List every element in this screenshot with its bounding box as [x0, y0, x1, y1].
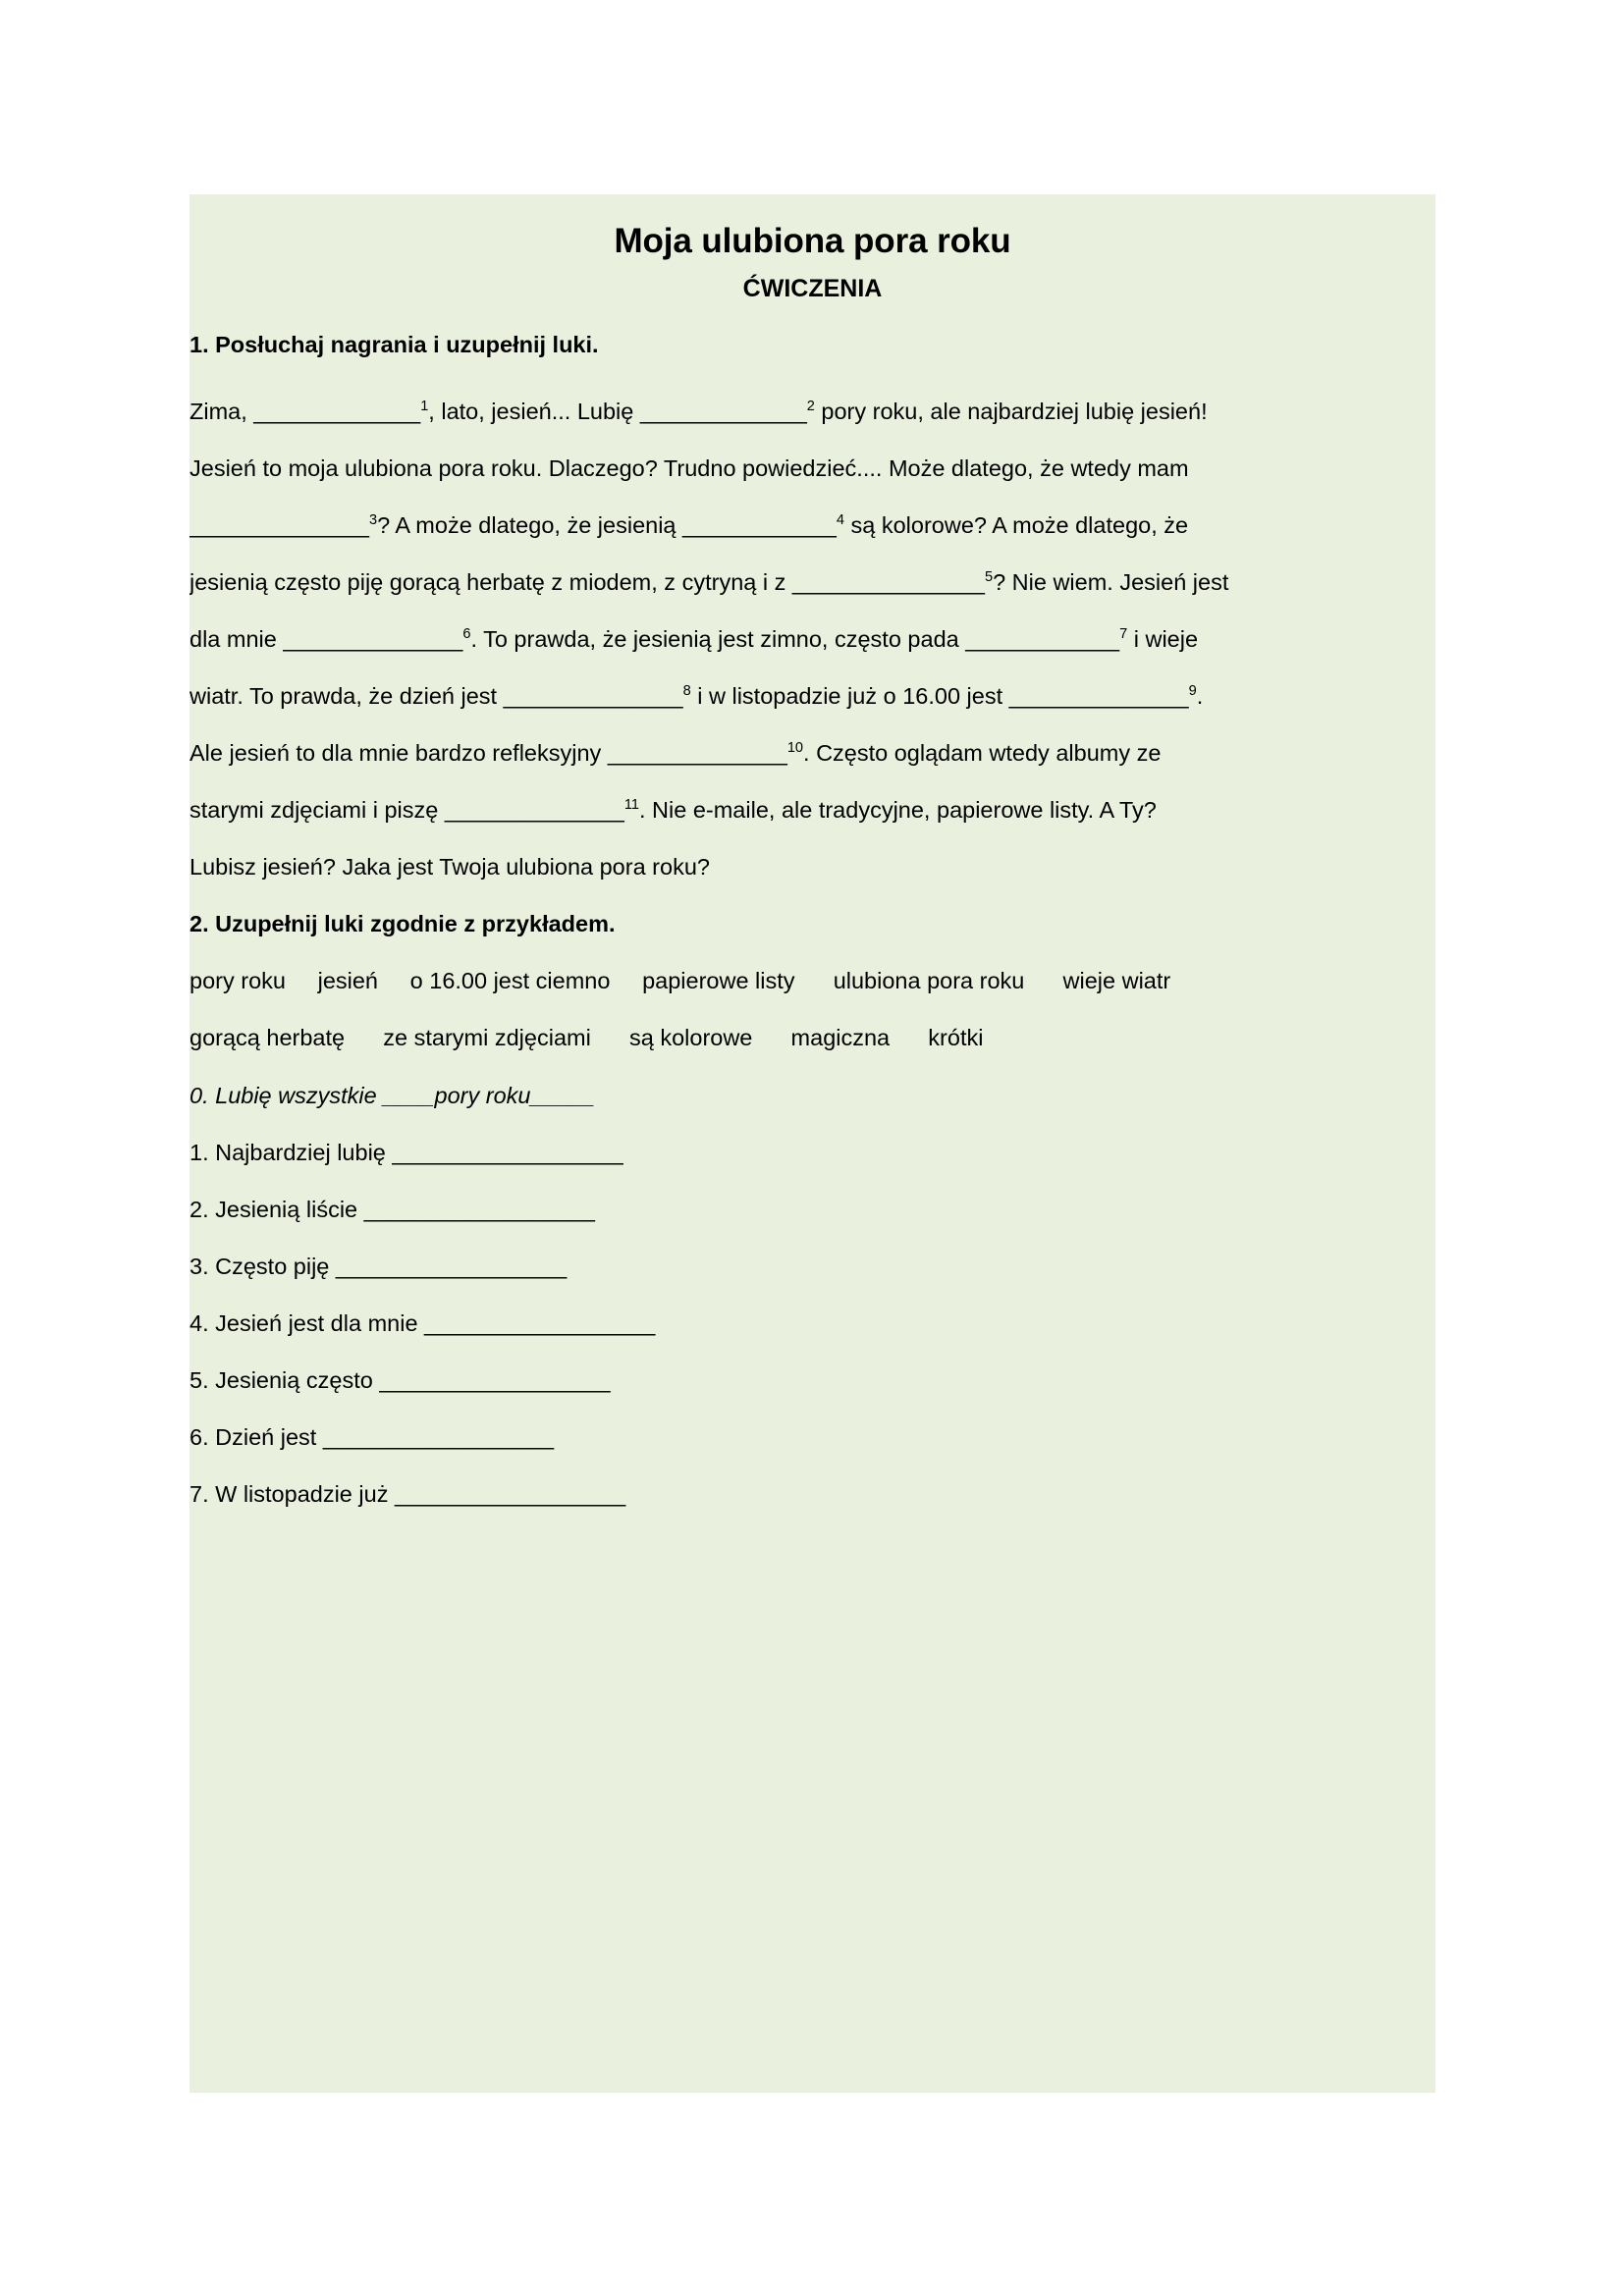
- blank-5[interactable]: _______________: [791, 569, 985, 595]
- answer-item-2[interactable]: 2. Jesienią liście __________________: [189, 1197, 595, 1222]
- cloze-text: Zima,: [189, 399, 254, 424]
- worksheet-panel: [189, 194, 1435, 2093]
- answer-item-3[interactable]: 3. Często piję __________________: [189, 1254, 568, 1279]
- blank-8-number: 8: [682, 683, 691, 700]
- blank-1-number: 1: [420, 399, 429, 415]
- blank-8[interactable]: ______________: [503, 683, 683, 709]
- cloze-text: dla mnie: [189, 626, 284, 652]
- answer-item-5[interactable]: 5. Jesienią często __________________: [189, 1367, 611, 1393]
- cloze-text: .: [1196, 683, 1204, 709]
- blank-9[interactable]: ______________: [1008, 683, 1189, 709]
- blank-4-number: 4: [836, 512, 844, 529]
- blank-3[interactable]: ______________: [189, 512, 369, 538]
- worksheet-content: [189, 194, 1435, 1507]
- cloze-line-4: [189, 569, 1435, 596]
- answer-item-7[interactable]: 7. W listopadzie już __________________: [189, 1481, 626, 1507]
- cloze-text: , lato, jesień... Lubię: [428, 399, 640, 424]
- blank-10[interactable]: ______________: [607, 740, 787, 766]
- cloze-text: Lubisz jesień? Jaka jest Twoja ulubiona pora roku?: [189, 854, 710, 880]
- blank-2-number: 2: [806, 399, 815, 415]
- cloze-text: starymi zdjęciami i piszę: [189, 797, 445, 823]
- cloze-line-3: [189, 512, 1435, 539]
- cloze-line-6: [189, 683, 1435, 710]
- cloze-text: Ale jesień to dla mnie bardzo refleksyjny: [189, 740, 608, 766]
- cloze-text: i w listopadzie już o 16.00 jest: [690, 683, 1009, 709]
- cloze-text: wiatr. To prawda, że dzień jest: [189, 683, 504, 709]
- cloze-text: i wieje: [1127, 626, 1199, 652]
- blank-2[interactable]: _____________: [639, 399, 807, 424]
- cloze-line-5: [189, 626, 1435, 653]
- cloze-line-7: [189, 740, 1435, 767]
- cloze-text: ? A może dlatego, że jesienią: [377, 512, 683, 538]
- answer-item-4[interactable]: 4. Jesień jest dla mnie __________________: [189, 1310, 656, 1336]
- blank-11-number: 11: [623, 797, 639, 814]
- cloze-line-1: [189, 399, 1435, 425]
- blank-10-number: 10: [786, 740, 804, 757]
- blank-7[interactable]: ____________: [965, 626, 1120, 652]
- word-bank-row-1: pory roku jesień o 16.00 jest ciemno papierowe listy ulubiona pora roku wieje wiatr: [189, 968, 1171, 993]
- blank-4[interactable]: ____________: [682, 512, 837, 538]
- blank-6-number: 6: [462, 626, 471, 643]
- cloze-text: pory roku, ale najbardziej lubię jesień!: [814, 399, 1208, 424]
- cloze-text: są kolorowe? A może dlatego, że: [843, 512, 1189, 538]
- cloze-text: . Często oglądam wtedy albumy ze: [803, 740, 1162, 766]
- page-title: Moja ulubiona pora roku: [614, 222, 1011, 260]
- cloze-line-9: [189, 854, 1435, 881]
- blank-5-number: 5: [984, 569, 994, 586]
- blank-7-number: 7: [1119, 626, 1128, 643]
- example-item-0: 0. Lubię wszystkie ____pory roku_____: [189, 1083, 595, 1108]
- blank-1[interactable]: _____________: [253, 399, 421, 424]
- page-subtitle: ĆWICZENIA: [742, 275, 883, 302]
- cloze-text: Jesień to moja ulubiona pora roku. Dlaczego? Trudno powiedzieć.... Może dlatego, że wtedy mam: [189, 455, 1189, 481]
- blank-11[interactable]: ______________: [444, 797, 624, 823]
- cloze-text: jesienią często piję gorącą herbatę z miodem, z cytryną i z: [189, 569, 792, 595]
- cloze-text: . To prawda, że jesienią jest zimno, często pada: [470, 626, 966, 652]
- answer-item-1[interactable]: 1. Najbardziej lubię __________________: [189, 1140, 623, 1165]
- cloze-text: . Nie e-maile, ale tradycyjne, papierowe listy. A Ty?: [638, 797, 1157, 823]
- blank-3-number: 3: [368, 512, 378, 529]
- answer-item-6[interactable]: 6. Dzień jest __________________: [189, 1424, 555, 1450]
- word-bank-row-2: gorącą herbatę ze starymi zdjęciami są kolorowe magiczna krótki: [189, 1025, 984, 1050]
- cloze-line-8: [189, 797, 1435, 824]
- blank-9-number: 9: [1188, 683, 1197, 700]
- exercise-2-heading: 2. Uzupełnij luki zgodnie z przykładem.: [189, 911, 616, 936]
- cloze-text: ? Nie wiem. Jesień jest: [993, 569, 1229, 595]
- blank-6[interactable]: ______________: [283, 626, 463, 652]
- exercise-1-heading: 1. Posłuchaj nagrania i uzupełnij luki.: [189, 332, 599, 357]
- cloze-line-2: [189, 455, 1435, 482]
